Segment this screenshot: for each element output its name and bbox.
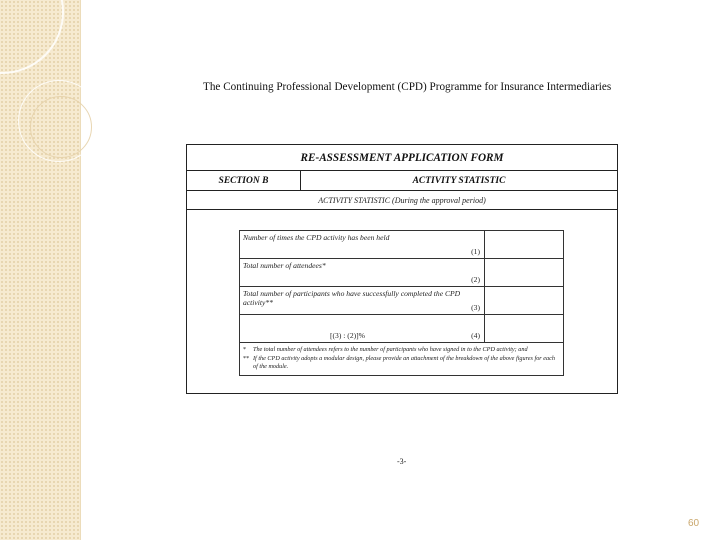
table-row: [240, 259, 563, 287]
form-subheading: ACTIVITY STATISTIC (During the approval period): [187, 191, 617, 210]
section-label: SECTION B: [187, 171, 301, 190]
page-number: -3-: [397, 457, 407, 466]
row-number: (4): [471, 331, 480, 340]
footnote-mark: *: [243, 346, 247, 353]
table-row: [240, 315, 563, 343]
row-label: Number of times the CPD activity has been held: [243, 233, 390, 242]
section-title: ACTIVITY STATISTIC: [412, 175, 506, 186]
activity-statistic-table: [239, 230, 564, 376]
application-form: [186, 144, 618, 394]
table-row: [240, 287, 563, 315]
footnote-text: If the CPD activity adopts a modular design, please provide an attachment of the breakdown of the above figures for each of the module.: [253, 354, 555, 370]
decorative-arc: [30, 96, 92, 158]
row-number: (1): [471, 247, 480, 256]
row-label-cell: [240, 287, 485, 314]
formula-label: [(3) : (2)]%: [330, 331, 365, 340]
value-field-attendees[interactable]: [485, 259, 563, 286]
row-number: (3): [471, 303, 480, 312]
footnote-mark: **: [243, 354, 250, 362]
row-label-cell: [240, 231, 485, 258]
table-row: [240, 231, 563, 259]
decorative-arc: [0, 0, 64, 74]
section-row: [187, 171, 617, 191]
footnotes: [240, 343, 563, 375]
row-number: (2): [471, 275, 480, 284]
value-field-times-held[interactable]: [485, 231, 563, 258]
slide-number: 60: [688, 518, 700, 529]
footnote-text: The total number of attendees refers to the number of participants who have signed in to the CPD activity; and: [253, 346, 528, 353]
row-label-cell: [240, 259, 485, 286]
document-title: The Continuing Professional Development (CPD) Programme for Insurance Intermediaries: [203, 81, 612, 93]
row-label: Total number of participants who have successfully completed the CPD activity**: [243, 289, 461, 307]
row-label: Total number of attendees*: [243, 261, 326, 270]
footnote: [243, 346, 560, 355]
form-heading: RE-ASSESSMENT APPLICATION FORM: [187, 145, 617, 171]
row-label-cell: [240, 315, 485, 342]
decorative-side-strip: [0, 0, 81, 540]
value-field-completed[interactable]: [485, 287, 563, 314]
value-field-percentage[interactable]: [485, 315, 563, 342]
footnote: [243, 355, 560, 372]
